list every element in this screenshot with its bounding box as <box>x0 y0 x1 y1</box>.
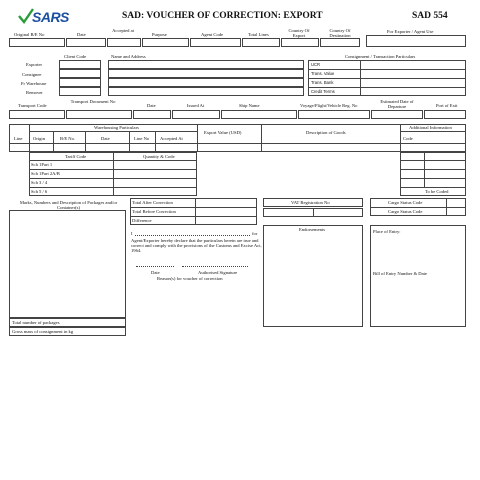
declaration-date-label: Date <box>151 270 160 275</box>
original-be-no-label: Original B/E No <box>14 32 45 37</box>
purpose-field[interactable] <box>142 38 189 47</box>
declaration-for-label: for <box>252 231 258 236</box>
ship-name-label: Ship Name <box>239 103 260 108</box>
be-no-label: B/E No. <box>60 136 76 141</box>
estimated-date-label: Estimated Date of Departure <box>380 99 414 109</box>
additional-information-label: Additional Information <box>409 125 452 130</box>
place-of-entry-area <box>370 225 466 327</box>
issued-at-field[interactable] <box>172 110 220 119</box>
total-before-correction-label: Total Before Correction <box>132 209 176 214</box>
reasons-area[interactable] <box>130 282 257 318</box>
origin-label: Origin <box>33 136 45 141</box>
endorsements-area <box>263 225 363 327</box>
date-label: Date <box>77 32 86 37</box>
party-label-exporter: Exporter <box>26 62 43 67</box>
date-field[interactable] <box>66 38 106 47</box>
name-and-address-label: Name and Address <box>111 54 146 59</box>
authorised-signature-line[interactable] <box>182 266 248 267</box>
endorsements-label: Endorsements <box>299 227 326 232</box>
client-code-consignee[interactable] <box>59 69 101 78</box>
voyage-label: Voyage/Flight/Vehicle Reg. No <box>300 103 358 108</box>
name-address-fr-warehouse[interactable] <box>108 78 304 87</box>
transport-code-field[interactable] <box>9 110 65 119</box>
goods-date-label: Date <box>101 136 110 141</box>
client-code-exporter[interactable] <box>59 60 101 69</box>
declaration-text: Agent/Exporter hereby declare that the particulars herein are true and correct and comply with the provisions of the Customs and Excise Act, 1964. <box>131 238 262 253</box>
page-title: SAD: VOUCHER OF CORRECTION: EXPORT <box>122 11 323 21</box>
sch-row-3-label: Sch 3 / 4 <box>31 180 48 185</box>
code-label: Code <box>403 136 413 141</box>
transport-document-no-field[interactable] <box>66 110 132 119</box>
country-of-export-label: Country Of Export <box>288 28 310 38</box>
goods-table <box>9 124 466 152</box>
for-exporter-agent-use-label: For Exporter / Agent Use <box>387 29 434 34</box>
sars-logo-text: SARS <box>32 9 69 25</box>
sars-logo <box>18 8 70 26</box>
gross-mass-label: Gross mass of consignment in kg <box>12 329 74 334</box>
consignment-ucr-label: UCR <box>311 62 321 67</box>
marks-numbers-area[interactable] <box>9 210 126 318</box>
consignment-header: Consignment / Transaction Particulars <box>345 54 416 59</box>
country-of-export-field[interactable] <box>281 38 319 47</box>
consignment-credit-terms-label: Credit Terms <box>311 89 335 94</box>
name-address-exporter[interactable] <box>108 60 304 69</box>
transport-document-no-label: Transport Document No <box>70 99 116 104</box>
cargo-status-code-1-label: Cargo Status Code <box>388 200 423 205</box>
declarant-name-line[interactable] <box>135 235 250 236</box>
place-of-entry-label: Place of Entry: <box>373 229 401 234</box>
difference-label: Difference <box>132 218 152 223</box>
agent-code-label: Agent Code <box>201 32 224 37</box>
client-code-label: Client Code <box>64 54 87 59</box>
date-signature-line[interactable] <box>136 266 174 267</box>
agent-code-field[interactable] <box>190 38 241 47</box>
party-label-consignee: Consignee <box>22 72 42 77</box>
ship-name-field[interactable] <box>221 110 297 119</box>
cargo-status-code-2-label: Cargo Status Code <box>388 209 423 214</box>
sch-row-4-label: Sch 5 / 6 <box>31 189 48 194</box>
client-code-remover[interactable] <box>59 87 101 96</box>
quantity-code-label: Quantity & Code <box>143 154 175 159</box>
consignment-trans-bank-label: Trans. Bank <box>311 80 334 85</box>
port-of-exit-label: Port of Exit <box>436 103 458 108</box>
vat-registration-label: VAT Registration No <box>291 200 330 205</box>
country-of-destination-label: Country Of Destination <box>329 28 351 38</box>
original-be-no-field[interactable] <box>9 38 65 47</box>
line-no-label: Line No <box>134 136 150 141</box>
export-value-label: Export Value (USD) <box>204 130 242 135</box>
accepted-at-field[interactable] <box>107 38 141 47</box>
sch-row-1-label: Sch 1Part 1 <box>31 162 53 167</box>
total-lines-label: Total Lines <box>248 32 269 37</box>
sch-row-2-label: Sch 1Part 2A/B <box>31 171 60 176</box>
estimated-date-field[interactable] <box>371 110 423 119</box>
consignment-trans-value-label: Trans. Value <box>311 71 335 76</box>
bill-of-entry-date-label: Bill of Entry Number & Date <box>373 271 427 276</box>
purpose-label: Purpose <box>152 32 167 37</box>
for-exporter-agent-use-field[interactable] <box>366 35 466 47</box>
port-of-exit-field[interactable] <box>424 110 466 119</box>
transport-code-label: Transport Code <box>18 103 47 108</box>
transport-date-field[interactable] <box>133 110 171 119</box>
voyage-field[interactable] <box>298 110 370 119</box>
total-lines-field[interactable] <box>242 38 280 47</box>
issued-at-label: Issued At <box>187 103 205 108</box>
accepted-at-label: Accepted at <box>112 28 134 33</box>
goods-accepted-at-label: Accepted At <box>160 136 183 141</box>
reasons-label: Reason(s) for voucher of correction <box>157 276 223 281</box>
form-code: SAD 554 <box>412 11 448 21</box>
party-label-remover: Remover <box>26 90 43 95</box>
line-label: Line <box>14 136 23 141</box>
marks-numbers-label: Marks, Numbers and Description of Packages and/or Container(s) <box>19 200 118 210</box>
name-address-remover[interactable] <box>108 87 304 96</box>
tariff-code-label: Tariff Code <box>65 154 87 159</box>
transport-date-label: Date <box>147 103 156 108</box>
party-label-fr-warehouse: Fr Warehouse <box>21 81 47 86</box>
warehousing-particulars-label: Warehousing Particulars <box>94 125 139 130</box>
total-packages-label: Total number of packages <box>12 320 60 325</box>
to-be-coded-label: To be Coded <box>425 189 449 194</box>
declaration-i-label: I <box>131 231 133 236</box>
client-code-fr-warehouse[interactable] <box>59 78 101 87</box>
authorised-signature-label: Authorised Signature <box>198 270 238 275</box>
country-of-destination-field[interactable] <box>320 38 360 47</box>
description-of-goods-label: Description of Goods <box>306 130 346 135</box>
total-after-correction-label: Total After Correction <box>132 200 173 205</box>
name-address-consignee[interactable] <box>108 69 304 78</box>
